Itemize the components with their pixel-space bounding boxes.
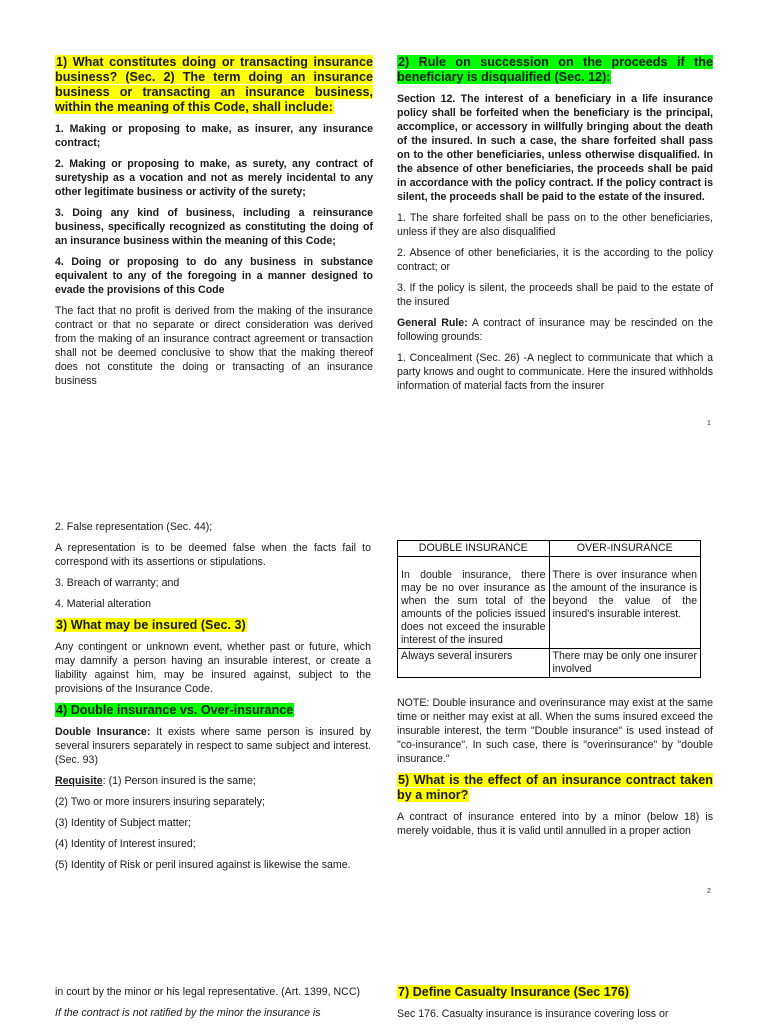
paragraph: A contract of insurance entered into by a minor (below 18) is merely voidable, thus it is valid until annulled in a proper action	[397, 811, 713, 837]
page1-right-column	[397, 55, 713, 400]
table-row	[398, 557, 701, 649]
table-header: DOUBLE INSURANCE	[398, 541, 550, 557]
question-3-heading: 3) What may be insured (Sec. 3)	[56, 618, 246, 632]
list-item: 3. Doing any kind of business, including a reinsurance business, specifically recognized as constituting the doing of an insurance business within the meaning of this Code;	[55, 207, 373, 247]
requisite-item: : (1) Person insured is the same;	[102, 775, 256, 787]
requisite-line	[55, 774, 371, 788]
list-item: 3. If the policy is silent, the proceeds shall be paid to the estate of the insured	[397, 282, 713, 308]
page3-left-column	[55, 985, 371, 1027]
table-cell: In double insurance, there may be no over insurance as when the sum total of the amounts of the policies issued does not exceed the insurable interest of the insured	[398, 557, 550, 649]
list-item: A representation is to be deemed false when the facts fail to correspond with its assertions or stipulations.	[55, 542, 371, 568]
list-item: 2. Absence of other beneficiaries, it is the according to the policy contract; or	[397, 247, 713, 273]
page-number: 1	[707, 420, 711, 427]
list-item: 1. Concealment (Sec. 26) -A neglect to communicate that which a party knows and ought to communicate. Here the insured withholds information of material facts from the insurer	[397, 352, 713, 392]
question-1-heading: 1) What constitutes doing or transacting insurance business? (Sec. 2) The term doing an insurance business or transacting an insurance business, within the meaning of this Code, shall include:	[55, 55, 373, 114]
paragraph: in court by the minor or his legal representative. (Art. 1399, NCC)	[55, 986, 360, 998]
question-7-heading: 7) Define Casualty Insurance (Sec 176)	[398, 985, 629, 999]
question-4-heading: 4) Double insurance vs. Over-insurance	[56, 703, 294, 717]
comparison-table	[397, 540, 701, 678]
paragraph-cut: If the contract is not ratified by the minor the insurance is	[55, 1007, 321, 1019]
double-insurance-label: Double Insurance:	[55, 726, 151, 738]
table-cell: Always several insurers	[398, 649, 550, 678]
list-item: 2. False representation (Sec. 44);	[55, 521, 213, 533]
page3-right-column	[397, 985, 713, 1028]
paragraph: The fact that no profit is derived from the making of the insurance contract or that no separate or direct consideration was derived from the making of an insurance contract agreement or transaction shall not be deemed conclusive to show that the making thereof does not constitute the doing or transacting of an insurance business	[55, 305, 373, 387]
list-item: 1. Making or proposing to make, as insurer, any insurance contract;	[55, 123, 373, 149]
table-cell: There is over insurance when the amount of the insurance is beyond the value of the insured's insurable interest.	[549, 557, 701, 649]
table-cell: There may be only one insurer involved	[549, 649, 701, 678]
double-insurance-def	[55, 725, 371, 767]
paragraph: Any contingent or unknown event, whether past or future, which may damnify a person having an insurable interest, or create a liability against him, may be insured against, subject to the provisions of the Insurance Code.	[55, 641, 371, 695]
general-rule-text: A contract of insurance may be rescinded on the following grounds:	[397, 317, 713, 343]
page-1	[0, 0, 768, 440]
table-row	[398, 649, 701, 678]
note-paragraph: NOTE: Double insurance and overinsurance may exist at the same time or neither may exist at all. When the sums insured exceed the insurable interest, the term "Double insurance" is used instead of "co-insurance". In such case, there is "overinsurance" by "double insurance."	[397, 697, 713, 765]
general-rule-label: General Rule:	[397, 317, 468, 329]
list-item: 1. The share forfeited shall be pass on to the other beneficiaries, unless if they are also disqualified	[397, 212, 713, 238]
requisite-item: (3) Identity of Subject matter;	[55, 817, 192, 829]
requisite-item: (5) Identity of Risk or peril insured against is likewise the same.	[55, 859, 351, 871]
page1-left-column	[55, 55, 373, 395]
paragraph: Sec 176. Casualty insurance is insurance covering loss or	[397, 1008, 669, 1020]
page-2	[0, 510, 768, 910]
list-item: 4. Doing or proposing to do any business in substance equivalent to any of the foregoing in a manner designed to evade the provisions of this Code	[55, 256, 373, 296]
list-item: 2. Making or proposing to make, as surety, any contract of suretyship as a vocation and not as merely incidental to any other legitimate business or activity of the surety;	[55, 158, 373, 198]
table-header: OVER-INSURANCE	[549, 541, 701, 557]
requisite-label: Requisite	[55, 775, 103, 787]
requisite-item: (2) Two or more insurers insuring separately;	[55, 796, 265, 808]
question-2-heading: 2) Rule on succession on the proceeds if the beneficiary is disqualified (Sec. 12):	[397, 55, 713, 84]
list-item: 3. Breach of warranty; and	[55, 577, 180, 589]
section-12-text: Section 12. The interest of a beneficiary in a life insurance policy shall be forfeited when the beneficiary is the principal, accomplice, or accessory in willfully bringing about the death of the insured. In such a case, the share forfeited shall pass on to the other beneficiaries, unless otherwise disqualified. In the absence of other beneficiaries, the proceeds shall be paid in accordance with the policy contract. If the policy contract is silent, the proceeds shall be paid to the estate of the insured.	[397, 93, 713, 203]
page-3	[0, 975, 768, 1024]
requisite-item: (4) Identity of Interest insured;	[55, 838, 196, 850]
double-insurance-text: It exists where same person is insured by several insurers separately in respect to same subject and interest. (Sec. 93)	[55, 726, 371, 766]
page-number: 2	[707, 888, 711, 895]
page2-left-column	[55, 520, 371, 879]
general-rule	[397, 316, 713, 344]
question-5-heading: 5) What is the effect of an insurance contract taken by a minor?	[397, 773, 713, 802]
list-item: 4. Material alteration	[55, 598, 151, 610]
page2-right-column	[397, 540, 713, 845]
